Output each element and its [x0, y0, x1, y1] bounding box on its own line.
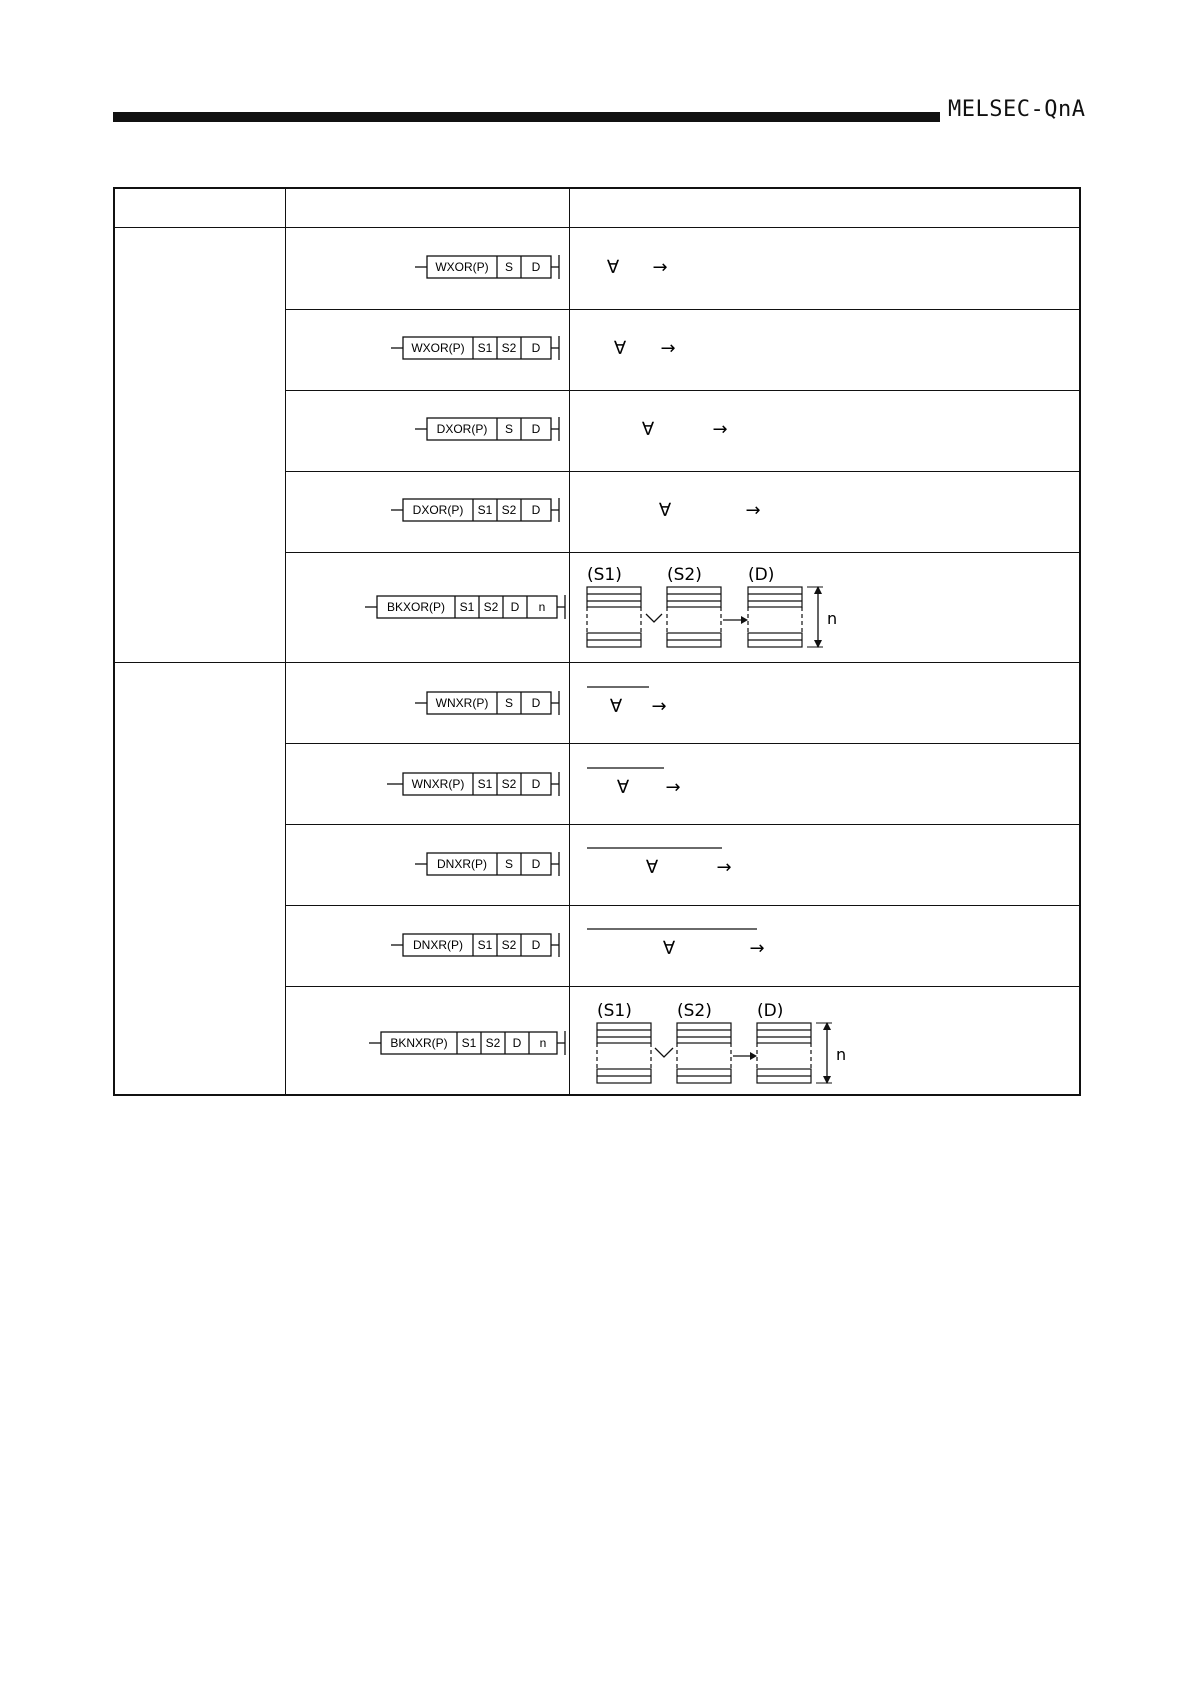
arrow-symbol: → [745, 500, 761, 521]
operand: S [504, 696, 514, 710]
operand: S [504, 260, 514, 274]
ladder-symbol-row-2 [391, 334, 571, 367]
instruction-table [113, 187, 1081, 1096]
ladder-symbol-row-5 [365, 593, 575, 626]
xor-symbol: ∀ [613, 338, 627, 359]
ladder-symbol-row-9 [391, 931, 571, 964]
instruction-mnemonic: DNXR(P) [413, 938, 463, 952]
instruction-mnemonic: WNXR(P) [435, 696, 489, 710]
arrow-symbol: → [716, 857, 732, 878]
xor-symbol: ∀ [641, 419, 655, 440]
xor-symbol: ∀ [616, 777, 630, 798]
operand: S1 [477, 777, 493, 791]
xor-mark [655, 1048, 673, 1057]
block-label-s1: (S1) [597, 1001, 632, 1021]
xor-symbol: ∀ [645, 857, 659, 878]
operand: S2 [501, 341, 517, 355]
processing-row-4 [585, 496, 835, 529]
row-separator [285, 743, 1079, 744]
xor-symbol: ∀ [658, 500, 672, 521]
instruction-mnemonic: BKXOR(P) [386, 600, 446, 614]
operand: D [510, 600, 520, 614]
ladder-symbol-row-8 [415, 850, 575, 883]
instruction-mnemonic: WNXR(P) [411, 777, 465, 791]
instruction-mnemonic: WXOR(P) [435, 260, 489, 274]
processing-row-2 [585, 334, 785, 367]
arrow-symbol: → [651, 696, 667, 717]
instruction-mnemonic: DXOR(P) [436, 422, 488, 436]
operand: S1 [461, 1036, 477, 1050]
arrow-symbol: → [665, 777, 681, 798]
count-label: n [836, 1045, 847, 1064]
ladder-symbol-row-10 [369, 1029, 575, 1062]
operand: S1 [477, 341, 493, 355]
arrow-symbol: → [712, 419, 728, 440]
row-separator [285, 390, 1079, 391]
row-separator [285, 986, 1079, 987]
operand: S1 [459, 600, 475, 614]
header-brand: MELSEC-QnA [948, 97, 1086, 122]
ladder-symbol-row-3 [415, 415, 575, 448]
operand: S2 [483, 600, 499, 614]
xor-symbol: ∀ [662, 938, 676, 959]
header-rule [113, 112, 940, 122]
row-separator [285, 552, 1079, 553]
instruction-mnemonic: WXOR(P) [411, 341, 465, 355]
operand: S [504, 422, 514, 436]
processing-row-3 [585, 415, 835, 448]
row-separator [285, 905, 1079, 906]
operand: D [531, 422, 541, 436]
arrow-symbol: → [749, 938, 765, 959]
instruction-mnemonic: BKNXR(P) [390, 1036, 448, 1050]
operand: D [531, 938, 541, 952]
column-divider-1 [285, 189, 286, 1094]
xor-symbol: ∀ [609, 696, 623, 717]
processing-row-8 [585, 845, 845, 890]
arrow-symbol: → [652, 257, 668, 278]
block-label-d: (D) [757, 1001, 784, 1021]
operand: S [504, 857, 514, 871]
ladder-symbol-row-7 [387, 770, 571, 803]
row-separator [285, 824, 1079, 825]
row-separator [285, 309, 1079, 310]
operand: D [531, 777, 541, 791]
operand: D [531, 260, 541, 274]
block-diagram-xor [585, 563, 865, 660]
header-row-separator [115, 227, 1079, 228]
operand: S1 [477, 503, 493, 517]
operand: S2 [485, 1036, 501, 1050]
ladder-symbol-row-6 [415, 689, 575, 722]
operand: S2 [501, 777, 517, 791]
processing-row-1 [585, 253, 785, 286]
instruction-mnemonic: DXOR(P) [412, 503, 464, 517]
arrow-symbol: → [660, 338, 676, 359]
ladder-symbol-row-4 [391, 496, 571, 529]
ladder-symbol-row-1 [415, 253, 575, 286]
instruction-mnemonic: DNXR(P) [437, 857, 487, 871]
block-label-d: (D) [748, 565, 775, 585]
processing-row-6 [585, 684, 785, 729]
block-label-s2: (S2) [677, 1001, 712, 1021]
group-separator [115, 662, 1079, 663]
operand: S2 [501, 503, 517, 517]
block-label-s2: (S2) [667, 565, 702, 585]
xor-mark [646, 614, 662, 622]
operand: D [531, 503, 541, 517]
xor-symbol: ∀ [606, 257, 620, 278]
operand: S2 [501, 938, 517, 952]
block-label-s1: (S1) [587, 565, 622, 585]
operand: D [512, 1036, 522, 1050]
operand: S1 [477, 938, 493, 952]
block-diagram-nxr [589, 999, 869, 1096]
operand: D [531, 341, 541, 355]
operand: n [538, 600, 546, 614]
row-separator [285, 471, 1079, 472]
count-label: n [827, 609, 838, 628]
operand: D [531, 696, 541, 710]
processing-row-9 [585, 926, 845, 971]
operand: D [531, 857, 541, 871]
processing-row-7 [585, 765, 785, 810]
operand: n [539, 1036, 547, 1050]
